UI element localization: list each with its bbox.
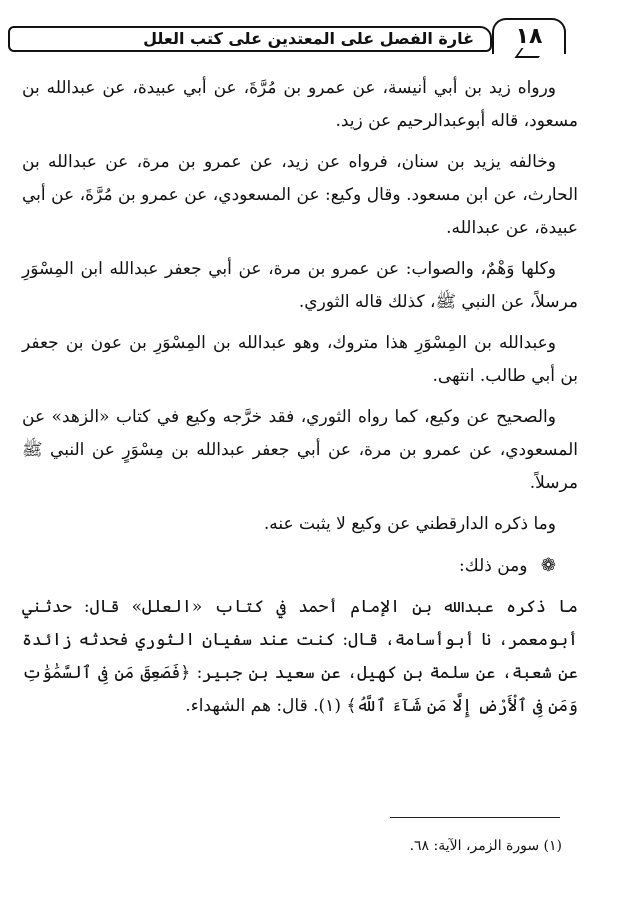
paragraph-6: وما ذكره الدارقطني عن وكيع لا يثبت عنه. xyxy=(263,514,556,534)
section-heading-text: ومن ذلك: xyxy=(459,556,528,576)
main-text xyxy=(22,72,578,731)
tab-notch-decoration xyxy=(514,48,545,58)
paragraph-2: وخالفه يزيد بن سنان، فرواه عن زيد، عن عمرو بن مرة، عن عبدالله بن الحارث، عن ابن مسعود. وقال وكيع: عن المسعودي، عن عمرو بن مُرَّةَ، عن أبي عبيدة، عن عبدالله. xyxy=(22,152,578,238)
section-heading xyxy=(22,549,578,583)
paragraph-4: وعبدالله بن المِسْوَرِ هذا متروك، وهو عبدالله بن المِسْوَرِ بن عون بن جعفر بن أبي طالب. انتهى. xyxy=(22,333,578,386)
flower-icon: ❁ xyxy=(540,555,556,576)
header-title-box xyxy=(8,26,492,52)
paragraph-1: ورواه زيد بن أبي أنيسة، عن عمرو بن مُرَّةَ، عن أبي عبيدة، عن عبدالله بن مسعود، قاله أبوعبدالرحيم عن زيد. xyxy=(22,78,578,131)
paragraph-3: وكلها وَهْمٌ، والصواب: عن عمرو بن مرة، عن أبي جعفر عبدالله ابن المِسْوَرِ مرسلاً، عن النبي ﷺ، كذلك قاله الثوري. xyxy=(22,259,578,312)
paragraph-5: والصحيح عن وكيع، كما رواه الثوري، فقد خرَّجه وكيع في كتاب «الزهد» عن المسعودي، عن عمرو بن مرة، عن أبي جعفر عبدالله بن مِسْوَرٍ عن النبي ﷺ مرسلاً. xyxy=(22,407,578,493)
page-header xyxy=(8,18,562,56)
footnote: (١) سورة الزمر، الآية: ٦٨. xyxy=(409,838,562,854)
page-number: ١٨ xyxy=(515,24,543,49)
paragraph-7: ما ذكره عبدالله بن الإمام أحمد في كتاب «العلل» قال: حدثني أبومعمر، نا أبوأسامة، قال: كنت عند سفيان الثوري فحدثه زائدة عن شعبة، عن سلمة بن كهيل، عن سعيد بن جبير: ﴿فَصَعِقَ مَن فِى ٱلسَّمَٰوَٰتِ وَمَن فِى ٱلْأَرْضِ إِلَّا مَن شَآءَ ٱللَّهُ﴾ (١). قال: هم الشهداء. xyxy=(22,597,578,716)
footnote-divider xyxy=(390,817,560,818)
book-title: غارة الفصل على المعتدين على كتب العلل xyxy=(143,29,474,48)
